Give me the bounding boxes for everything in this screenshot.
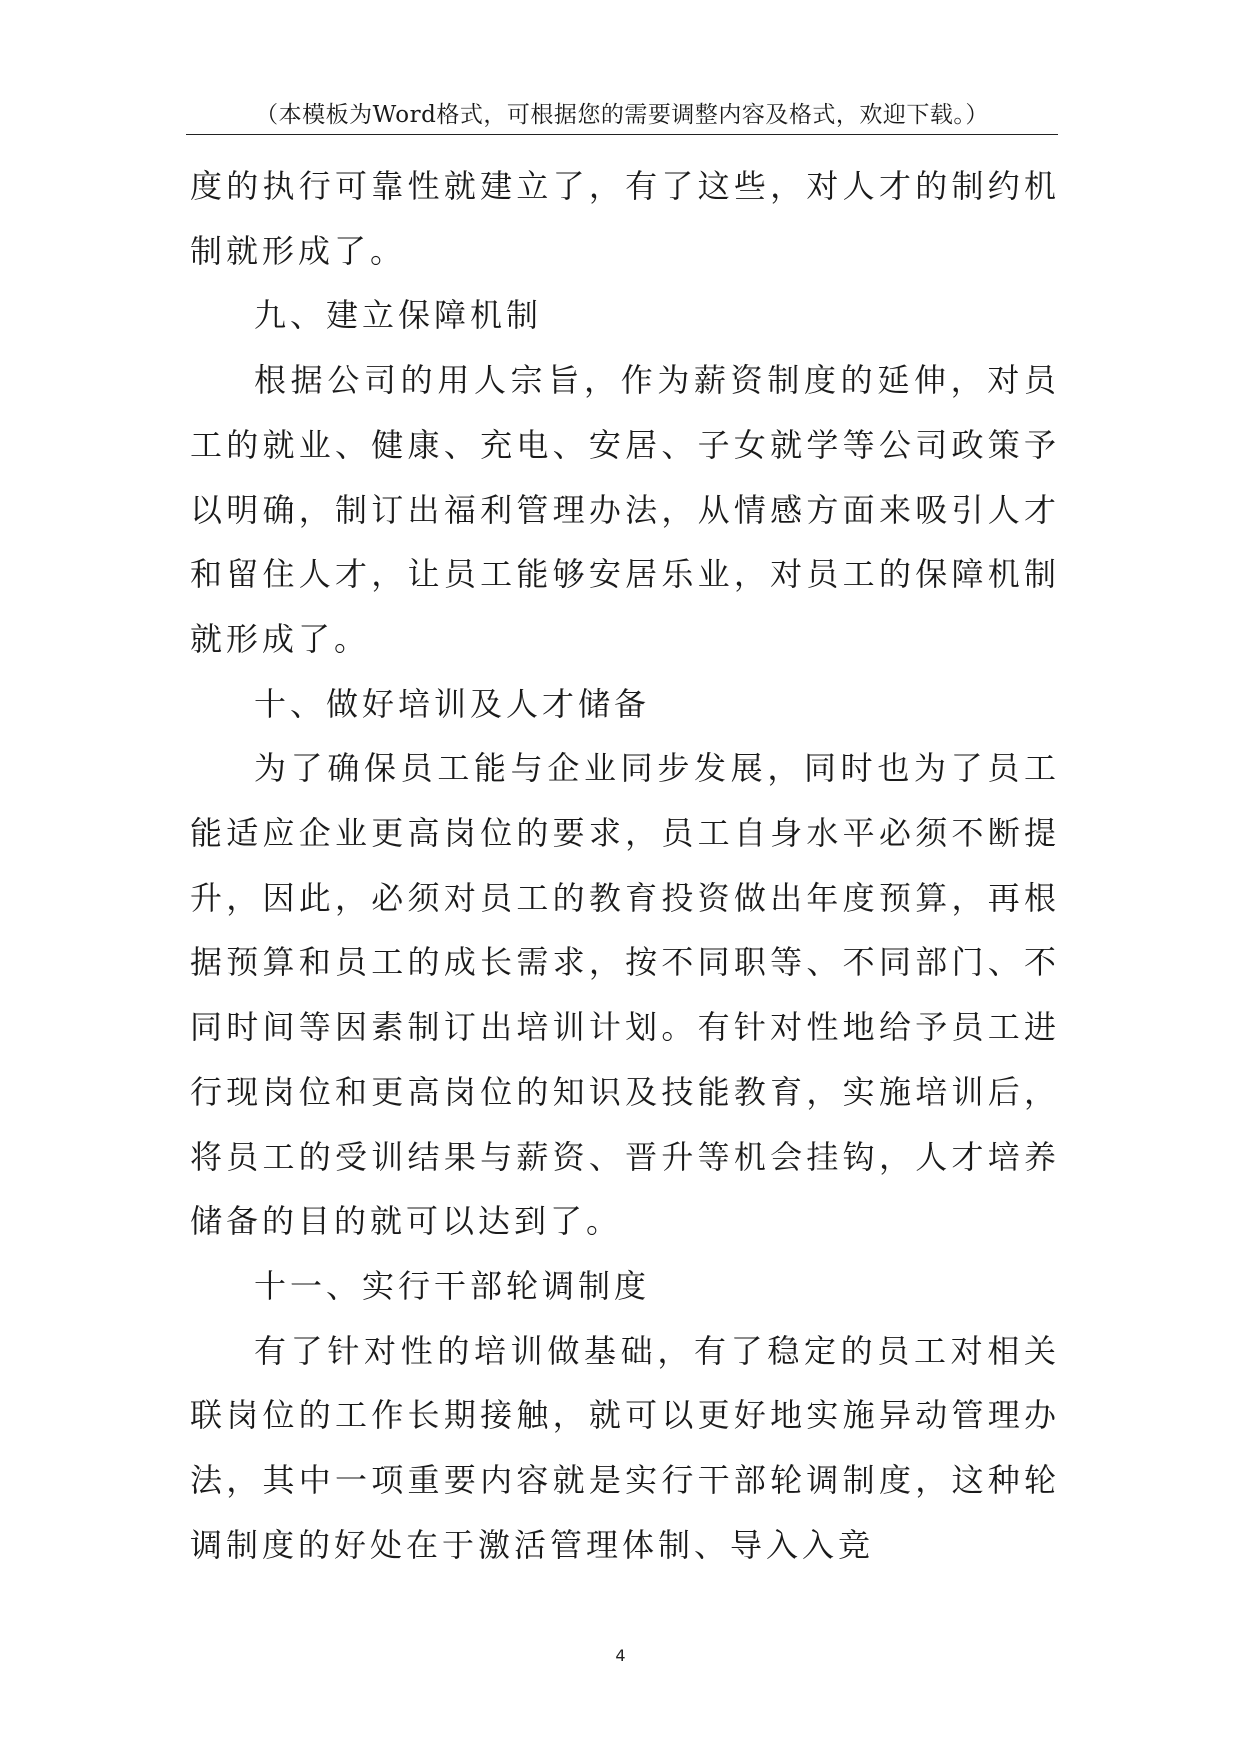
paragraph-security-mechanism: 根据公司的用人宗旨，作为薪资制度的延伸，对员工的就业、健康、充电、安居、子女就学等公司政策予以明确，制订出福利管理办法，从情感方面来吸引人才和留住人才，让员工能够安居乐业，对员工的保障机制就形成了。	[190, 361, 1060, 658]
paragraph-cadre-rotation: 有了针对性的培训做基础，有了稳定的员工对相关联岗位的工作长期接触，就可以更好地实施异动管理办法，其中一项重要内容就是实行干部轮调制度，这种轮调制度的好处在于激活管理体制、导入入竞	[190, 1331, 1060, 1564]
page-header: （本模板为Word格式，可根据您的需要调整内容及格式，欢迎下载。）	[255, 102, 989, 128]
section-heading-eleven: 十一、实行干部轮调制度	[254, 1266, 651, 1305]
paragraph-continuation: 度的执行可靠性就建立了，有了这些，对人才的制约机制就形成了。	[190, 167, 1060, 270]
section-heading-nine: 九、建立保障机制	[254, 296, 543, 335]
document-body	[190, 154, 1060, 1577]
header-divider	[186, 134, 1058, 135]
section-heading-ten: 十、做好培训及人才储备	[254, 684, 651, 723]
page-number: 4	[615, 1646, 626, 1665]
paragraph-training-reserve: 为了确保员工能与企业同步发展，同时也为了员工能适应企业更高岗位的要求，员工自身水平必须不断提升，因此，必须对员工的教育投资做出年度预算，再根据预算和员工的成长需求，按不同职等、不同部门、不同时间等因素制订出培训计划。有针对性地给予员工进行现岗位和更高岗位的知识及技能教育，实施培训后，将员工的受训结果与薪资、晋升等机会挂钩，人才培养储备的目的就可以达到了。	[190, 749, 1060, 1241]
